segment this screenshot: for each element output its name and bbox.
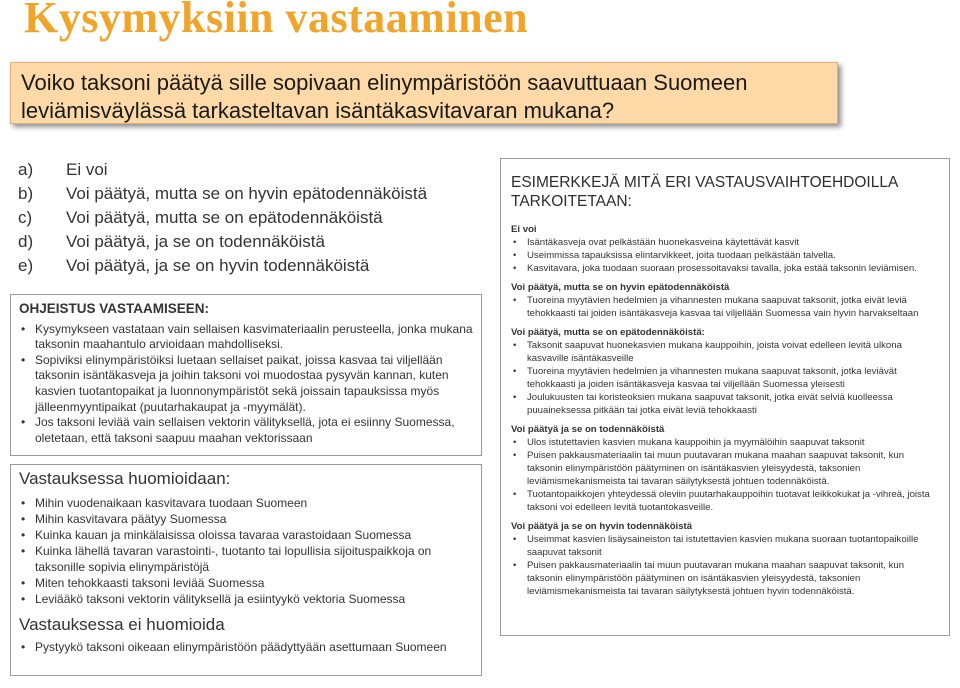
list-item: • Kuinka lähellä tavaran varastointi-, tuotanto tai lopullisia sijoituspaikkoja on taksonille sopivia elinympäristöjä (19, 543, 473, 575)
list-item: • Leviääkö taksoni vektorin välityksellä ja esiintyykö vektoria Suomessa (19, 591, 473, 607)
list-item: • Kasvitavara, joka tuodaan suoraan prosessoitavaksi tavalla, joka estää taksonin leviämisen. (511, 262, 939, 275)
question-line-2: leviämisväylässä tarkasteltavan isäntäkasvitavaran mukana? (21, 98, 615, 123)
list-item: • Tuoreina myytävien hedelmien ja vihannesten mukana saapuvat taksonit, jotka eivät leviä tehokkaasti tai joiden isäntäkasveja kasvaa tai viljellään Suomessa vain hyvin harvakseltaan (511, 294, 939, 320)
example-list (511, 436, 939, 514)
list-item: • Mihin kasvitavara päätyy Suomessa (19, 511, 473, 527)
example-category-title: Voi päätyä, mutta se on hyvin epätodennäköistä (511, 282, 730, 293)
answer-options (18, 158, 458, 278)
answer-text: Ei voi (66, 160, 108, 179)
answer-letter: d) (18, 232, 34, 251)
not-considered-list (19, 639, 473, 655)
example-category-title: Voi päätyä ja se on todennäköistä (511, 424, 665, 435)
list-item: • Kysymykseen vastataan vain sellaisen kasvimateriaalin perusteella, jonka mukana taksonin maahantulo arvioidaan mahdolliseksi. (19, 322, 473, 353)
answer-text: Voi päätyä, mutta se on hyvin epätodennäköistä (66, 184, 428, 203)
instructions-heading: OHJEISTUS VASTAAMISEEN: (19, 301, 210, 316)
example-category-title: Voi päätyä ja se on hyvin todennäköistä (511, 521, 693, 532)
list-item: • Joulukuusten tai koristeoksien mukana saapuvat taksonit, jotka eivät selviä kuolleessa puuaineksessa pitkään tai jotka eivät leviä tehokkaasti (511, 391, 939, 417)
answer-option-d (18, 230, 458, 254)
example-category-title: Voi päätyä, mutta se on epätodennäköistä: (511, 327, 705, 338)
list-item: • Tuotantopaikkojen yhteydessä oleviin puutarhakauppoihin tuotavat leikkokukat ja -vihreä, joista taksoni voi edelleen levitä tuotantokasveille. (511, 488, 939, 514)
answer-text: Voi päätyä, mutta se on epätodennäköistä (66, 208, 383, 227)
considered-box (10, 464, 482, 676)
list-item: • Tuoreina myytävien hedelmien ja vihannesten mukana saapuvat taksonit, jotka leviävät tehokkaasti ja joiden isäntäkasveja kasvaa tai viljellään Suomessa yleisesti (511, 365, 939, 391)
list-item: • Puisen pakkausmateriaalin tai muun puutavaran mukana maahan saapuvat taksonit, kun taksonin elinympäristöön päätyminen on isäntäkasvien yleisyydestä, taksonien leviämismekanismeista tai tavaran säilytyksestä johtuen hyvin todennäköistä. (511, 559, 939, 598)
answer-text: Voi päätyä, ja se on hyvin todennäköistä (66, 256, 370, 275)
list-item: • Isäntäkasveja ovat pelkästään huonekasveina käytettävät kasvit (511, 236, 939, 249)
page-title: Kysymyksiin vastaaminen (24, 0, 529, 42)
list-item: • Sopiviksi elinympäristöiksi luetaan sellaiset paikat, joissa kasvaa tai viljellään taksonin isäntäkasveja ja joihin taksoni voi muodostaa pysyvän kannan, kuten kasvien tuotantopaikat ja luonnonympäristöt sekä joissain tapauksissa myös jälleenmyyntipaikat (puutarhakaupat ja -myymälät). (19, 353, 473, 415)
examples-heading: ESIMERKKEJÄ MITÄ ERI VASTAUSVAIHTOEHDOILLA TARKOITETAAN: (511, 174, 898, 210)
not-considered-heading: Vastauksessa ei huomioida (19, 615, 225, 634)
instructions-list (19, 322, 473, 447)
example-list (511, 236, 939, 275)
instructions-box (10, 294, 482, 456)
answer-letter: e) (18, 256, 34, 275)
answer-text: Voi päätyä, ja se on todennäköistä (66, 232, 325, 251)
example-list (511, 339, 939, 417)
answer-option-a (18, 158, 458, 182)
example-list (511, 533, 939, 598)
question-box (10, 62, 838, 124)
considered-heading: Vastauksessa huomioidaan: (19, 469, 231, 488)
list-item: • Kuinka kauan ja minkälaisissa oloissa tavaraa varastoidaan Suomessa (19, 527, 473, 543)
list-item: • Taksonit saapuvat huonekasvien mukana kauppoihin, joista voivat edelleen levitä ulkona kasvaville isäntäkasveille (511, 339, 939, 365)
answer-option-e (18, 254, 458, 278)
list-item: • Pystyykö taksoni oikeaan elinympäristöön päädyttyään asettumaan Suomeen (19, 639, 473, 655)
list-item: • Mihin vuodenaikaan kasvitavara tuodaan Suomeen (19, 495, 473, 511)
considered-list (19, 495, 473, 607)
answer-letter: b) (18, 184, 34, 203)
answer-letter: a) (18, 160, 34, 179)
answer-option-c (18, 206, 458, 230)
answer-option-b (18, 182, 458, 206)
list-item: • Jos taksoni leviää vain sellaisen vektorin välityksellä, jota ei esiinny Suomessa, oletetaan, että taksoni saapuu maahan vektorissaan (19, 415, 473, 446)
list-item: • Ulos istutettavien kasvien mukana kauppoihin ja myymälöihin saapuvat taksonit (511, 436, 939, 449)
list-item: • Useimmat kasvien lisäysaineiston tai istutettavien kasvien mukana suoraan tuotantopaikoille saapuvat taksonit (511, 533, 939, 559)
answer-letter: c) (18, 208, 33, 227)
example-category-title: Ei voi (511, 224, 537, 235)
list-item: • Miten tehokkaasti taksoni leviää Suomessa (19, 575, 473, 591)
list-item: • Puisen pakkausmateriaalin tai muun puutavaran mukana maahan saapuvat taksonit, kun taksonin elinympäristöön päätyminen on isäntäkasvien yleisyydestä, taksonien leviämismekanismeista tai tavaran säilytyksestä johtuen todennäköistä. (511, 449, 939, 488)
examples-box (500, 158, 950, 636)
list-item: • Useimmissa tapauksissa elintarvikkeet, joita tuodaan pelkästään talvella. (511, 249, 939, 262)
question-line-1: Voiko taksoni päätyä sille sopivaan elinympäristöön saavuttuaan Suomeen (21, 70, 748, 95)
example-list (511, 294, 939, 320)
